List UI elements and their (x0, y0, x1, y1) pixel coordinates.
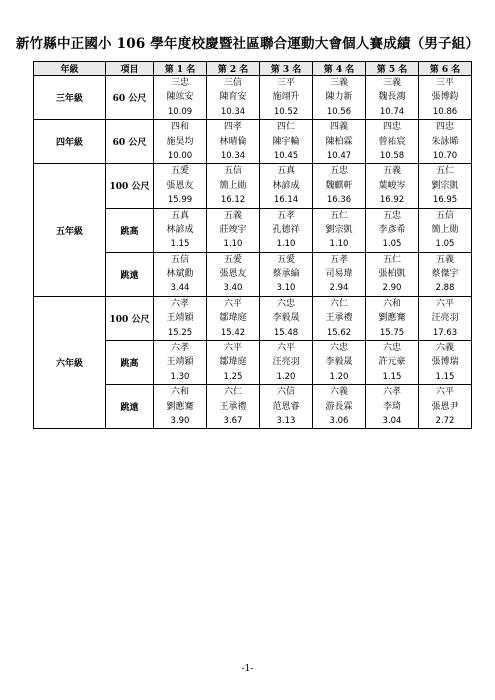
result-score: 10.52 (273, 106, 299, 117)
header-place-2: 第 2 名 (207, 62, 260, 76)
class-label: 五孝 (276, 210, 295, 221)
place-cell (260, 296, 313, 340)
place-cell (207, 296, 260, 340)
document-title: 新竹縣中正國小 106 學年度校慶暨社區聯合運動大會個人賽成績（男子組） (15, 36, 480, 52)
class-label: 六平 (223, 298, 242, 309)
class-label: 五仁 (329, 210, 348, 221)
athlete-name: 陳力新 (325, 92, 353, 103)
athlete-name: 鄒瑋庭 (219, 313, 247, 324)
class-label: 五孝 (329, 254, 348, 265)
class-label: 五義 (435, 254, 454, 265)
result-score: 16.12 (220, 195, 246, 206)
class-label: 五信 (170, 254, 189, 265)
class-label: 五信 (435, 210, 454, 221)
athlete-name: 葉峻岑 (378, 180, 406, 191)
athlete-name: 施昊均 (166, 136, 194, 147)
place-cell (260, 120, 313, 164)
place-cell (313, 76, 366, 120)
athlete-name: 張柏凱 (378, 269, 406, 280)
event-cell: 60 公尺 (106, 120, 154, 164)
result-score: 10.58 (379, 150, 405, 161)
place-cell (207, 385, 260, 429)
result-score: 2.72 (435, 415, 455, 426)
result-score: 15.48 (273, 327, 299, 338)
place-cell (260, 341, 313, 385)
result-score: 1.10 (223, 239, 243, 250)
class-label: 六忠 (276, 298, 295, 309)
class-label: 四孝 (223, 122, 242, 133)
result-score: 3.04 (382, 415, 402, 426)
result-score: 10.56 (326, 106, 352, 117)
athlete-name: 王承禮 (219, 401, 247, 412)
table-row (34, 76, 472, 120)
athlete-name: 張恩友 (166, 180, 194, 191)
place-cell (366, 296, 419, 340)
class-label: 三信 (223, 78, 242, 88)
athlete-name: 李毅晟 (272, 313, 300, 324)
athlete-name: 劉宗凱 (431, 180, 459, 191)
class-label: 六平 (435, 298, 454, 309)
athlete-name: 蔡承綸 (272, 269, 300, 280)
athlete-name: 張恩友 (219, 269, 247, 280)
event-cell: 100 公尺 (106, 296, 154, 340)
athlete-name: 林斌勳 (166, 269, 194, 280)
class-label: 四忠 (435, 122, 454, 133)
result-score: 1.05 (382, 239, 402, 250)
place-cell (207, 208, 260, 252)
athlete-name: 魏麒軒 (325, 180, 353, 191)
place-cell (366, 120, 419, 164)
athlete-name: 林諺成 (272, 180, 300, 191)
place-cell (419, 164, 472, 208)
class-label: 六義 (329, 387, 348, 398)
class-label: 五愛 (170, 166, 189, 177)
header-place-6: 第 6 名 (419, 62, 472, 76)
place-cell (154, 208, 207, 252)
result-score: 2.88 (435, 283, 455, 294)
class-label: 五愛 (276, 254, 295, 265)
place-cell (207, 76, 260, 120)
athlete-name: 劉宗凱 (325, 224, 353, 235)
class-label: 五愛 (223, 254, 242, 265)
header-place-5: 第 5 名 (366, 62, 419, 76)
athlete-name: 張博鈞 (431, 92, 459, 103)
athlete-name: 張恩尹 (431, 401, 459, 412)
place-cell (419, 252, 472, 296)
class-label: 三忠 (170, 78, 189, 88)
result-score: 10.86 (432, 106, 458, 117)
athlete-name: 王靖穎 (166, 357, 194, 368)
place-cell (419, 341, 472, 385)
place-cell (313, 252, 366, 296)
header-place-4: 第 4 名 (313, 62, 366, 76)
place-cell (260, 252, 313, 296)
class-label: 六孝 (382, 387, 401, 398)
class-label: 三義 (329, 78, 348, 88)
athlete-name: 許元豪 (378, 357, 406, 368)
place-cell (313, 120, 366, 164)
class-label: 六平 (276, 343, 295, 354)
class-label: 五真 (276, 166, 295, 177)
header-grade: 年級 (34, 62, 106, 76)
place-cell (313, 341, 366, 385)
place-cell (313, 208, 366, 252)
place-cell (419, 208, 472, 252)
class-label: 五義 (382, 166, 401, 177)
athlete-name: 劉應騫 (378, 313, 406, 324)
result-score: 3.10 (276, 283, 296, 294)
class-label: 三平 (276, 78, 295, 88)
athlete-name: 陳育安 (219, 92, 247, 103)
place-cell (154, 120, 207, 164)
grade-cell: 四年級 (34, 120, 106, 164)
place-cell (207, 341, 260, 385)
class-label: 六義 (435, 343, 454, 354)
result-score: 10.00 (167, 150, 193, 161)
result-score: 2.94 (329, 283, 349, 294)
athlete-name: 陳宇輪 (272, 136, 300, 147)
result-score: 10.74 (379, 106, 405, 117)
result-score: 15.99 (167, 195, 193, 206)
result-score: 10.70 (432, 150, 458, 161)
event-cell: 60 公尺 (106, 76, 154, 120)
class-label: 六仁 (223, 387, 242, 398)
place-cell (260, 164, 313, 208)
result-score: 3.44 (170, 283, 190, 294)
event-cell: 100 公尺 (106, 164, 154, 208)
result-score: 3.40 (223, 283, 243, 294)
class-label: 三義 (382, 78, 401, 88)
place-cell (154, 296, 207, 340)
class-label: 六仁 (329, 298, 348, 309)
place-cell (207, 164, 260, 208)
class-label: 五忠 (382, 210, 401, 221)
athlete-name: 王靖穎 (166, 313, 194, 324)
place-cell (154, 76, 207, 120)
place-cell (260, 208, 313, 252)
athlete-name: 司易瑋 (325, 269, 353, 280)
athlete-name: 簡上勛 (219, 180, 247, 191)
table-row (34, 164, 472, 208)
athlete-name: 張博瑞 (431, 357, 459, 368)
athlete-name: 蔡傑宇 (431, 269, 459, 280)
grade-cell: 六年級 (34, 296, 106, 429)
place-cell (419, 385, 472, 429)
athlete-name: 汪亮羽 (272, 357, 300, 368)
results-table (33, 61, 472, 429)
class-label: 五仁 (382, 254, 401, 265)
event-cell: 跳遠 (106, 252, 154, 296)
place-cell (366, 341, 419, 385)
result-score: 1.20 (329, 371, 349, 382)
result-score: 1.10 (276, 239, 296, 250)
class-label: 六信 (276, 387, 295, 398)
result-score: 15.75 (379, 327, 405, 338)
place-cell (207, 252, 260, 296)
athlete-name: 王承禮 (325, 313, 353, 324)
result-score: 10.45 (273, 150, 299, 161)
class-label: 五仁 (435, 166, 454, 177)
result-score: 3.06 (329, 415, 349, 426)
result-score: 1.20 (276, 371, 296, 382)
header-row (34, 62, 472, 76)
place-cell (366, 208, 419, 252)
place-cell (366, 385, 419, 429)
athlete-name: 李琦 (382, 401, 401, 412)
athlete-name: 游長霖 (325, 401, 353, 412)
class-label: 六忠 (382, 343, 401, 354)
athlete-name: 朱詠晞 (431, 136, 459, 147)
result-score: 16.36 (326, 195, 352, 206)
header-place-3: 第 3 名 (260, 62, 313, 76)
place-cell (154, 252, 207, 296)
result-score: 3.67 (223, 415, 243, 426)
athlete-name: 范恩睿 (272, 401, 300, 412)
athlete-name: 汪亮羽 (431, 313, 459, 324)
athlete-name: 鄒瑋庭 (219, 357, 247, 368)
class-label: 四和 (170, 122, 189, 133)
place-cell (366, 76, 419, 120)
class-label: 四義 (329, 122, 348, 133)
place-cell (154, 164, 207, 208)
class-label: 六平 (223, 343, 242, 354)
result-score: 17.63 (432, 327, 458, 338)
result-score: 1.15 (435, 371, 455, 382)
class-label: 六孝 (170, 343, 189, 354)
class-label: 六忠 (329, 343, 348, 354)
page-number: -1- (241, 664, 254, 674)
place-cell (419, 76, 472, 120)
place-cell (260, 76, 313, 120)
place-cell (154, 385, 207, 429)
result-score: 15.25 (167, 327, 193, 338)
result-score: 15.42 (220, 327, 246, 338)
athlete-name: 劉應騫 (166, 401, 194, 412)
place-cell (419, 120, 472, 164)
result-score: 10.47 (326, 150, 352, 161)
result-score: 10.34 (220, 106, 246, 117)
result-score: 10.09 (167, 106, 193, 117)
result-score: 16.92 (379, 195, 405, 206)
place-cell (207, 120, 260, 164)
place-cell (313, 385, 366, 429)
athlete-name: 林晴倫 (219, 136, 247, 147)
class-label: 四忠 (382, 122, 401, 133)
result-score: 1.15 (382, 371, 402, 382)
table-body (34, 76, 472, 429)
result-score: 1.15 (170, 239, 190, 250)
header-place-1: 第 1 名 (154, 62, 207, 76)
place-cell (313, 164, 366, 208)
place-cell (419, 296, 472, 340)
athlete-name: 陳竑安 (166, 92, 194, 103)
result-score: 1.05 (435, 239, 455, 250)
place-cell (366, 252, 419, 296)
athlete-name: 林諺成 (166, 224, 194, 235)
class-label: 六和 (382, 298, 401, 309)
header-event: 項目 (106, 62, 154, 76)
class-label: 六平 (435, 387, 454, 398)
result-score: 1.25 (223, 371, 243, 382)
result-score: 16.95 (432, 195, 458, 206)
place-cell (366, 164, 419, 208)
class-label: 四仁 (276, 122, 295, 133)
result-score: 1.30 (170, 371, 190, 382)
class-label: 六和 (170, 387, 189, 398)
event-cell: 跳遠 (106, 385, 154, 429)
result-score: 2.90 (382, 283, 402, 294)
class-label: 六孝 (170, 298, 189, 309)
result-score: 16.14 (273, 195, 299, 206)
athlete-name: 魏長鴻 (378, 92, 406, 103)
class-label: 五忠 (329, 166, 348, 177)
result-score: 15.62 (326, 327, 352, 338)
result-score: 3.90 (170, 415, 190, 426)
athlete-name: 莊竣宇 (219, 224, 247, 235)
athlete-name: 曾祐宸 (378, 136, 406, 147)
grade-cell: 三年級 (34, 76, 106, 120)
event-cell: 跳高 (106, 208, 154, 252)
grade-cell: 五年級 (34, 164, 106, 297)
athlete-name: 簡上勛 (431, 224, 459, 235)
result-score: 10.34 (220, 150, 246, 161)
place-cell (154, 341, 207, 385)
result-score: 1.10 (329, 239, 349, 250)
class-label: 三平 (435, 78, 454, 88)
athlete-name: 李毅晟 (325, 357, 353, 368)
place-cell (260, 385, 313, 429)
class-label: 五真 (170, 210, 189, 221)
table-header (34, 62, 472, 76)
table-row (34, 296, 472, 340)
table-row (34, 120, 472, 164)
athlete-name: 李彥希 (378, 224, 406, 235)
class-label: 五信 (223, 166, 242, 177)
class-label: 五義 (223, 210, 242, 221)
result-score: 3.13 (276, 415, 296, 426)
athlete-name: 孔德祥 (272, 224, 300, 235)
athlete-name: 施翊升 (272, 92, 300, 103)
event-cell: 跳高 (106, 341, 154, 385)
place-cell (313, 296, 366, 340)
athlete-name: 陳柏霖 (325, 136, 353, 147)
